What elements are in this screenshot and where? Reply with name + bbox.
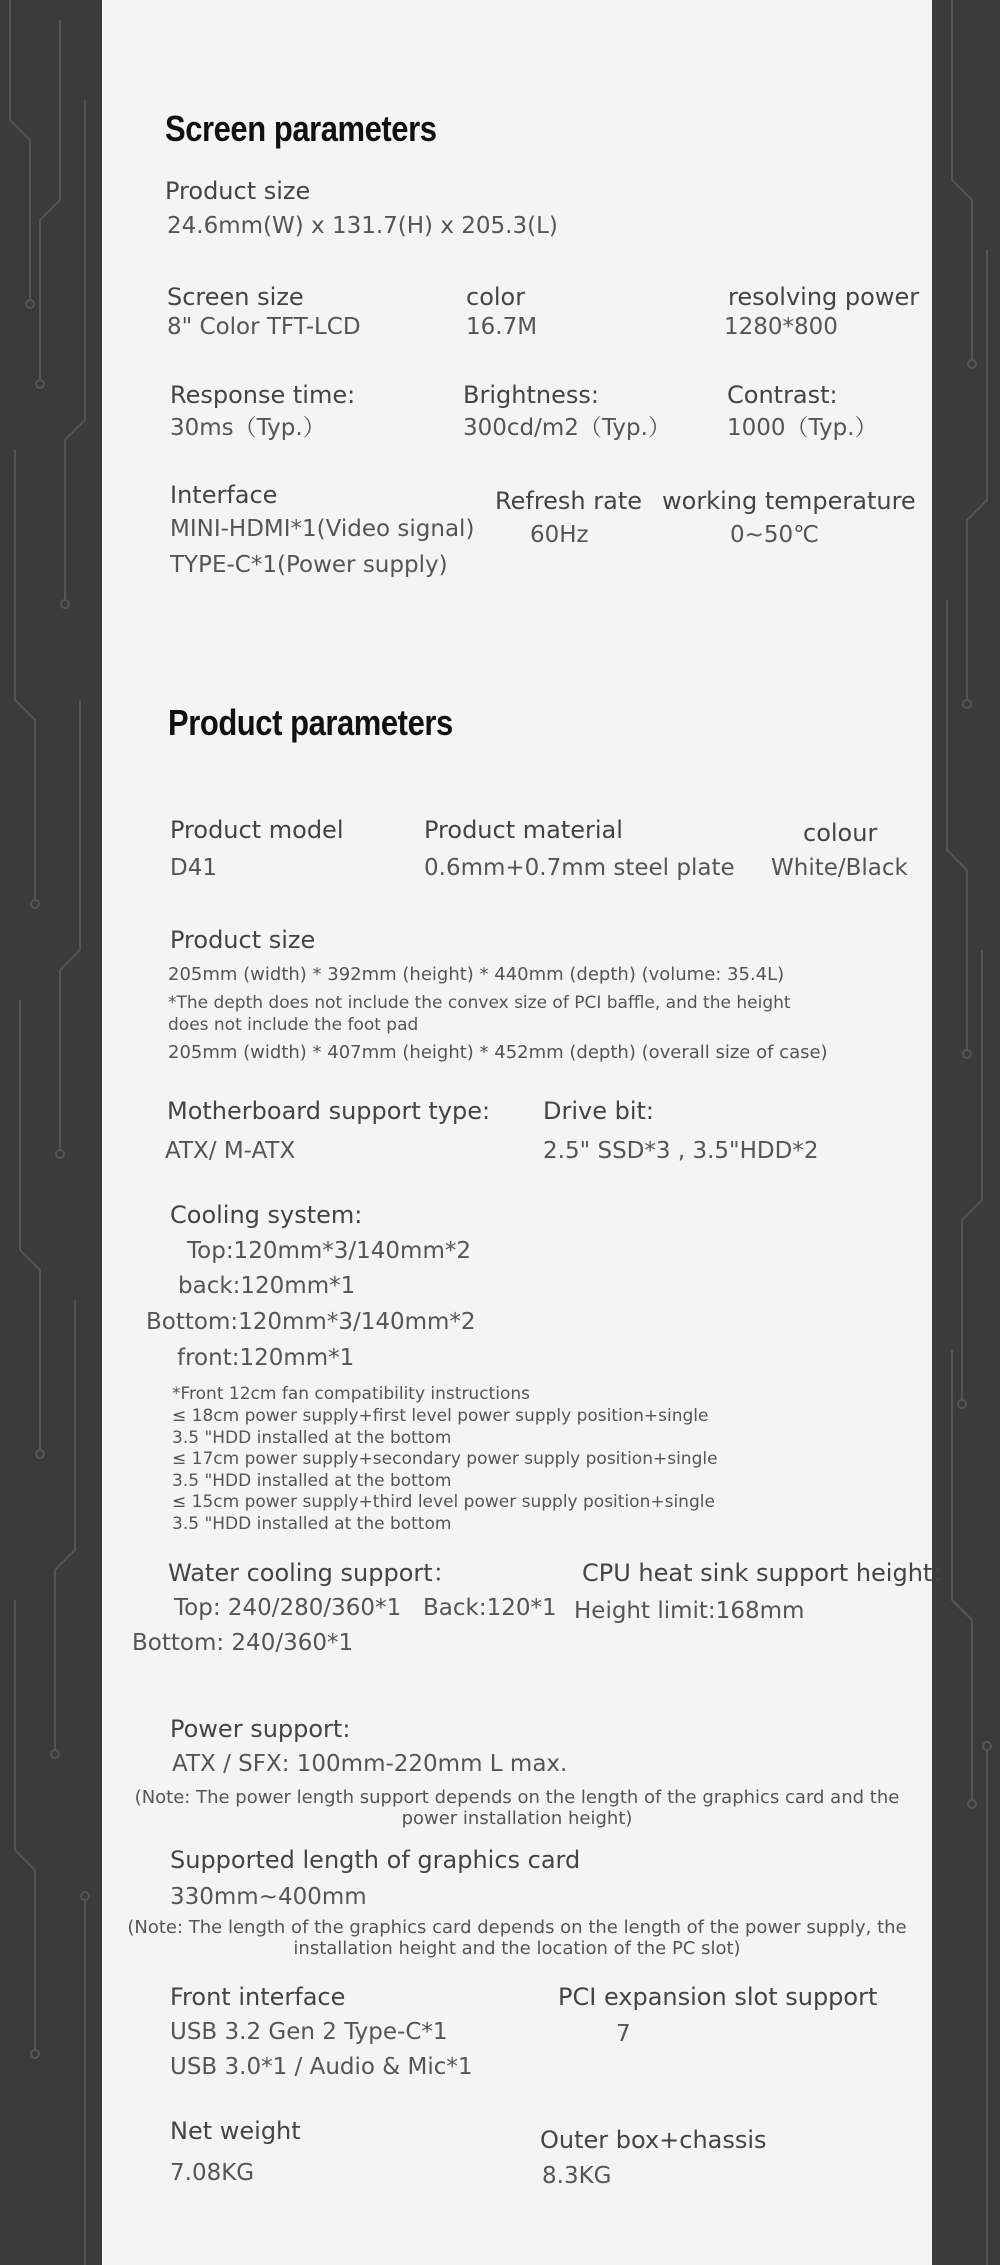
cooling-front: front:120mm*1 <box>177 1345 355 1371</box>
contrast-label: Contrast: <box>727 381 838 409</box>
colour-label: colour <box>803 819 878 847</box>
spec-sheet-panel <box>102 0 957 2265</box>
circuit-pattern-right <box>932 0 1000 2265</box>
interface-label: Interface <box>170 481 278 509</box>
net-weight-label: Net weight <box>170 2117 301 2145</box>
brightness-label: Brightness: <box>463 381 599 409</box>
water-cooling-label: Water cooling support： <box>168 1559 457 1587</box>
pci-slot-label: PCI expansion slot support <box>558 1983 878 2011</box>
cooling-bottom: Bottom:120mm*3/140mm*2 <box>146 1309 476 1335</box>
fan-note-line: 3.5 "HDD installed at the bottom <box>172 1428 452 1448</box>
color-value: 16.7M <box>466 314 538 340</box>
product-size-line-1: 205mm (width) * 392mm (height) * 440mm (depth) (volume: 35.4L) <box>168 964 785 985</box>
response-time-label: Response time: <box>170 381 356 409</box>
interface-value-typec: TYPE-C*1(Power supply) <box>170 552 448 578</box>
front-interface-value-2: USB 3.0*1 / Audio & Mic*1 <box>170 2054 473 2080</box>
graphics-card-value: 330mm~400mm <box>170 1884 367 1910</box>
water-cooling-top: Top: 240/280/360*1 <box>174 1595 402 1621</box>
colour-value: White/Black <box>771 855 908 881</box>
circuit-pattern-left <box>0 0 102 2265</box>
front-interface-value-1: USB 3.2 Gen 2 Type-C*1 <box>170 2019 448 2045</box>
drive-bit-label: Drive bit: <box>543 1097 655 1125</box>
outer-box-label: Outer box+chassis <box>540 2126 767 2154</box>
response-time-value: 30ms（Typ.） <box>170 415 326 441</box>
fan-note-line: 3.5 "HDD installed at the bottom <box>172 1514 452 1534</box>
power-note-line-2: power installation height) <box>401 1808 633 1829</box>
cooling-back: back:120mm*1 <box>178 1273 356 1299</box>
product-model-value: D41 <box>170 855 217 881</box>
product-parameters-heading: Product parameters <box>168 702 453 743</box>
refresh-rate-value: 60Hz <box>530 522 589 548</box>
motherboard-label: Motherboard support type: <box>167 1097 491 1125</box>
graphics-note-line-2: installation height and the location of the PC slot) <box>293 1938 741 1959</box>
screen-size-value: 8" Color TFT-LCD <box>167 314 361 340</box>
product-size-note-2: does not include the foot pad <box>168 1015 419 1035</box>
cpu-heatsink-label: CPU heat sink support height： <box>582 1559 957 1587</box>
cooling-system-label: Cooling system: <box>170 1201 363 1229</box>
product-size-label: Product size <box>170 926 316 954</box>
screen-product-size-value: 24.6mm(W) x 131.7(H) x 205.3(L) <box>167 213 558 239</box>
contrast-value: 1000（Typ.） <box>727 415 878 441</box>
fan-note-line: *Front 12cm fan compatibility instructions <box>172 1384 530 1404</box>
product-material-label: Product material <box>424 816 623 844</box>
working-temperature-value: 0~50℃ <box>730 522 820 548</box>
power-note-line-1: (Note: The power length support depends on the length of the graphics card and the <box>134 1787 900 1808</box>
drive-bit-value: 2.5" SSD*3 , 3.5"HDD*2 <box>543 1138 819 1164</box>
screen-product-size-label: Product size <box>165 177 311 205</box>
graphics-card-label: Supported length of graphics card <box>170 1846 581 1874</box>
cpu-heatsink-value: Height limit:168mm <box>574 1598 805 1624</box>
right-circuit-border <box>932 0 1000 2265</box>
fan-note-line: 3.5 "HDD installed at the bottom <box>172 1471 452 1491</box>
working-temperature-label: working temperature <box>662 487 916 515</box>
brightness-value: 300cd/m2（Typ.） <box>463 415 671 441</box>
cooling-top: Top:120mm*3/140mm*2 <box>187 1238 471 1264</box>
pci-slot-value: 7 <box>616 2021 631 2047</box>
outer-box-value: 8.3KG <box>542 2163 612 2189</box>
fan-note-line: ≤ 15cm power supply+third level power supply position+single <box>172 1492 715 1512</box>
product-model-label: Product model <box>170 816 344 844</box>
color-label: color <box>466 283 526 311</box>
screen-size-label: Screen size <box>167 283 304 311</box>
product-size-line-2: 205mm (width) * 407mm (height) * 452mm (depth) (overall size of case) <box>168 1042 828 1063</box>
power-support-value: ATX / SFX: 100mm-220mm L max. <box>172 1751 568 1777</box>
product-size-note-1: *The depth does not include the convex size of PCI baffle, and the height <box>168 993 791 1013</box>
resolving-power-value: 1280*800 <box>724 314 838 340</box>
graphics-note-line-1: (Note: The length of the graphics card depends on the length of the power supply, the <box>127 1917 907 1938</box>
net-weight-value: 7.08KG <box>170 2160 255 2186</box>
front-interface-label: Front interface <box>170 1983 346 2011</box>
motherboard-value: ATX/ M-ATX <box>165 1138 296 1164</box>
fan-note-line: ≤ 17cm power supply+secondary power supply position+single <box>172 1449 718 1469</box>
power-support-label: Power support: <box>170 1715 351 1743</box>
product-material-value: 0.6mm+0.7mm steel plate <box>424 855 735 881</box>
water-cooling-back: Back:120*1 <box>423 1595 557 1621</box>
water-cooling-bottom: Bottom: 240/360*1 <box>132 1630 354 1656</box>
fan-note-line: ≤ 18cm power supply+first level power supply position+single <box>172 1406 709 1426</box>
left-circuit-border <box>0 0 102 2265</box>
refresh-rate-label: Refresh rate <box>495 487 643 515</box>
screen-parameters-heading: Screen parameters <box>165 108 437 149</box>
interface-value-hdmi: MINI-HDMI*1(Video signal) <box>170 516 475 542</box>
resolving-power-label: resolving power <box>728 283 920 311</box>
